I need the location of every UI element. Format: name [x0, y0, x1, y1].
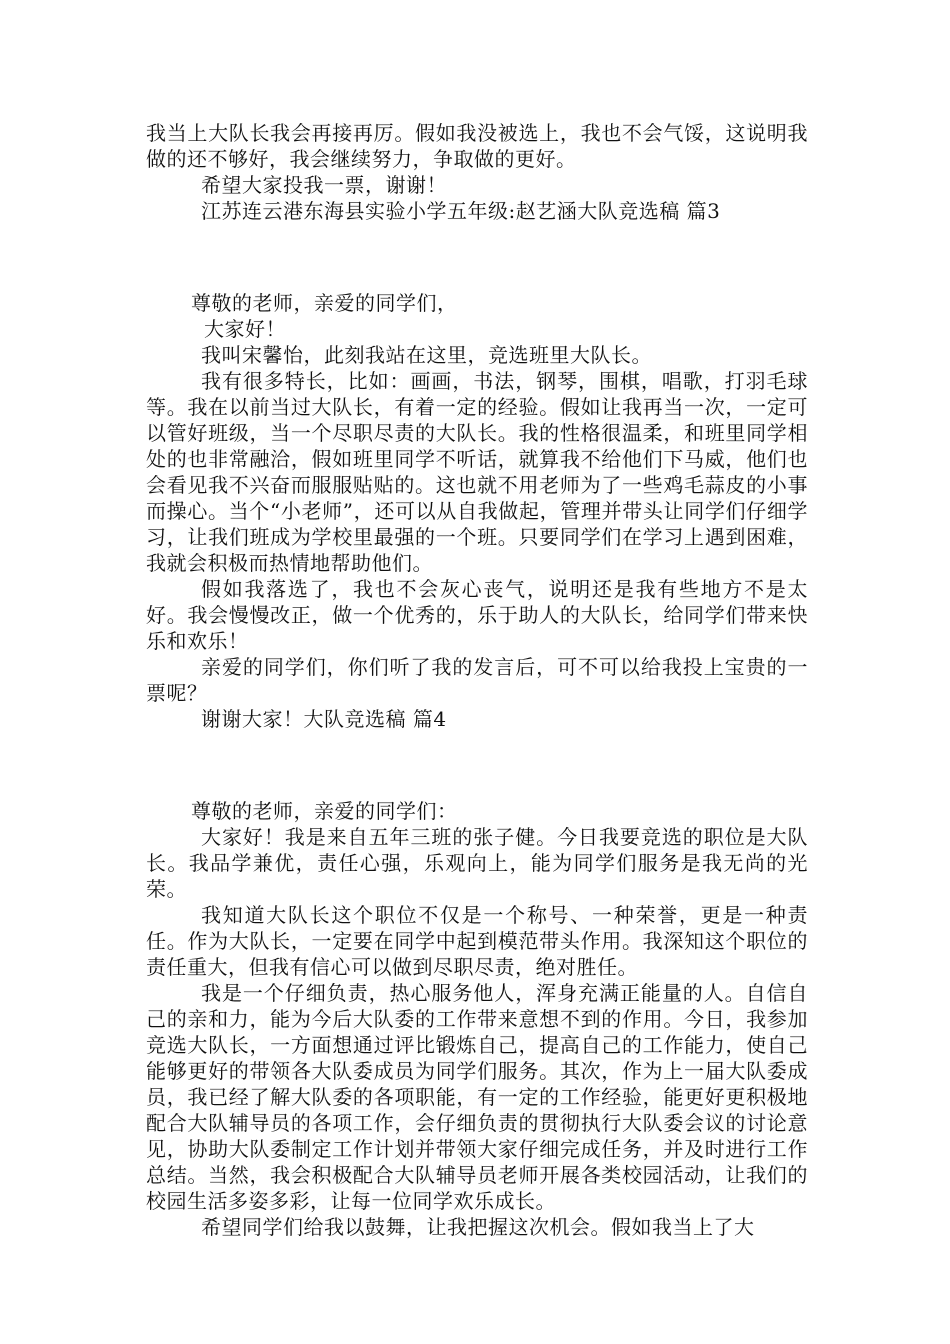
paragraph-body: 我有很多特长，比如：画画，书法，钢琴，围棋，唱歌，打羽毛球等。我在以前当过大队长，有着一定的经验。假如让我再当一次，一定可以管好班级，当一个尽职尽责的大队长。我的性格很温柔，和班里同学相处的也非常融洽，假如班里同学不听话，就算我不给他们下马威，他们也会看见我不兴奋而服服贴贴的。这也就不用老师为了一些鸡毛蒜皮的小事而操心。当个“小老师”，还可以从自我做起，管理并带头让同学们仔细学习，让我们班成为学校里最强的一个班。只要同学们在学习上遇到困难，我就会积极而热情地帮助他们。	[146, 369, 808, 575]
paragraph-closing-request: 希望大家投我一票，谢谢！	[201, 173, 447, 197]
paragraph-body: 希望同学们给我以鼓舞，让我把握这次机会。假如我当上了大	[201, 1215, 755, 1239]
greeting: 大家好！	[204, 317, 286, 341]
paragraph-intro: 我叫宋馨怡，此刻我站在这里，竞选班里大队长。	[201, 343, 652, 367]
salutation: 尊敬的老师，亲爱的同学们：	[191, 799, 458, 823]
section-heading-4: 谢谢大家！大队竞选稿 篇4	[201, 707, 447, 731]
section-spacer	[146, 224, 808, 290]
document-body	[146, 120, 808, 1240]
section-heading-3: 江苏连云港东海县实验小学五年级:赵艺涵大队竞选稿 篇3	[201, 199, 721, 223]
paragraph-body: 假如我落选了，我也不会灰心丧气，说明还是我有些地方不是太好。我会慢慢改正，做一个优秀的，乐于助人的大队长，给同学们带来快乐和欢乐！	[146, 577, 808, 653]
paragraph-body: 亲爱的同学们，你们听了我的发言后，可不可以给我投上宝贵的一票呢？	[146, 655, 808, 705]
paragraph-body: 大家好！我是来自五年三班的张子健。今日我要竞选的职位是大队长。我品学兼优，责任心强，乐观向上，能为同学们服务是我无尚的光荣。	[146, 825, 808, 901]
section-spacer	[146, 732, 808, 798]
paragraph-body: 我知道大队长这个职位不仅是一个称号、一种荣誉，更是一种责任。作为大队长，一定要在同学中起到模范带头作用。我深知这个职位的责任重大，但我有信心可以做到尽职尽责，绝对胜任。	[146, 903, 808, 979]
salutation: 尊敬的老师，亲爱的同学们，	[191, 291, 458, 315]
paragraph-body: 我是一个仔细负责，热心服务他人，浑身充满正能量的人。自信自己的亲和力，能为今后大队委的工作带来意想不到的作用。今日，我参加竞选大队长，一方面想通过评比锻炼自己，提高自己的工作能力，使自己能够更好的带领各大队委成员为同学们服务。其次，作为上一届大队委成员，我已经了解大队委的各项职能，有一定的工作经验，能更好更积极地配合大队辅导员的各项工作，会仔细负责的贯彻执行大队委会议的讨论意见，协助大队委制定工作计划并带领大家仔细完成任务，并及时进行工作总结。当然，我会积极配合大队辅导员老师开展各类校园活动，让我们的校园生活多姿多彩，让每一位同学欢乐成长。	[146, 981, 808, 1213]
paragraph-continuation: 我当上大队长我会再接再厉。假如我没被选上，我也不会气馁，这说明我做的还不够好，我会继续努力，争取做的更好。	[146, 121, 808, 171]
